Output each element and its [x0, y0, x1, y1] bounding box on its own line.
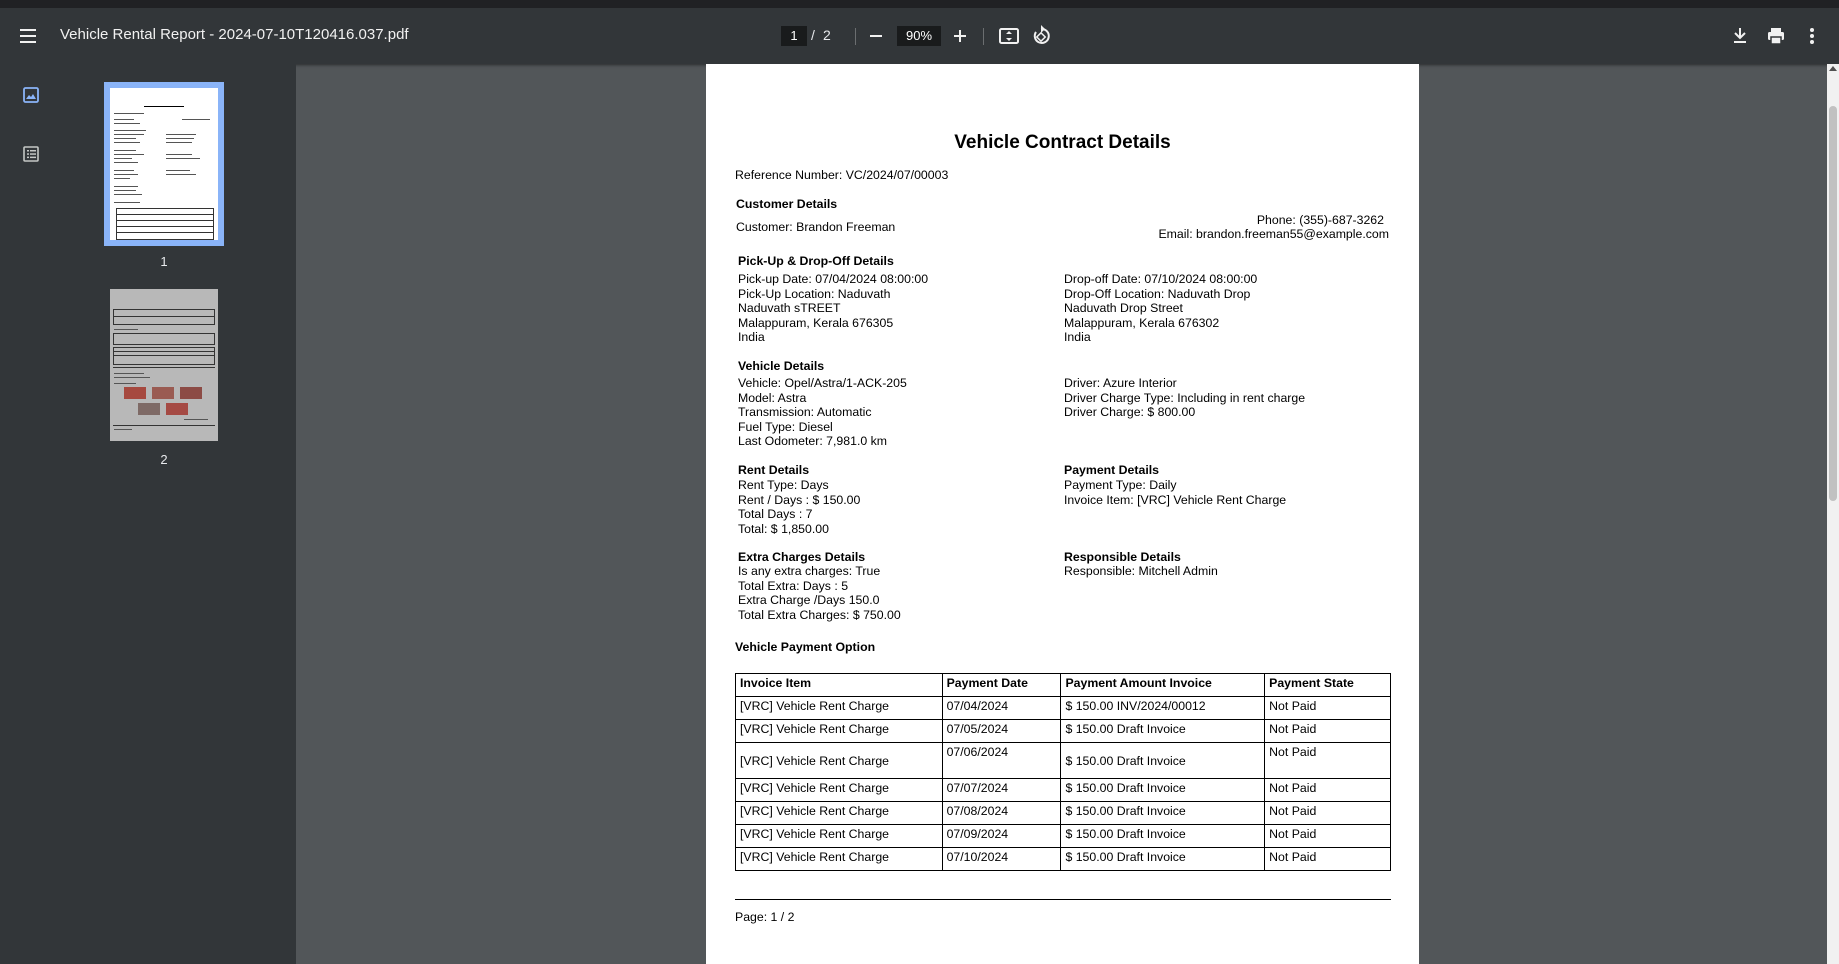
payment-option-heading: Vehicle Payment Option: [735, 640, 876, 654]
table-cell: [VRC] Vehicle Rent Charge: [736, 802, 943, 825]
customer-name: Customer: Brandon Freeman: [736, 220, 896, 234]
thumbnail-sidebar: [0, 64, 296, 964]
rent-line: Rent Type: Days: [738, 478, 829, 492]
vehicle-line: Last Odometer: 7,981.0 km: [738, 434, 888, 449]
rotate-icon[interactable]: [1027, 22, 1055, 50]
table-header-row: [736, 674, 1391, 697]
dropoff-line: India: [1064, 330, 1091, 345]
vehicle-line: Transmission: Automatic: [738, 405, 872, 420]
rent-line: Total: $ 1,850.00: [738, 521, 829, 536]
table-cell: 07/09/2024: [942, 825, 1061, 848]
vehicle-heading: Vehicle Details: [738, 359, 825, 373]
table-cell: 07/05/2024: [942, 720, 1061, 743]
print-icon[interactable]: [1762, 22, 1790, 50]
customer-heading: Customer Details: [736, 197, 838, 211]
toolbar-divider: [855, 28, 856, 45]
table-cell: $ 150.00 Draft Invoice: [1061, 825, 1265, 848]
driver-line: Driver: Azure Interior: [1064, 376, 1177, 390]
footer-divider: [735, 899, 1391, 900]
table-cell: Not Paid: [1265, 802, 1391, 825]
table-cell: $ 150.00 Draft Invoice: [1061, 848, 1265, 871]
payment-line: Invoice Item: [VRC] Vehicle Rent Charge: [1064, 492, 1287, 507]
menu-icon[interactable]: [18, 25, 40, 47]
pickup-line: Malappuram, Kerala 676305: [738, 315, 894, 330]
more-options-icon[interactable]: [1798, 22, 1826, 50]
table-cell: $ 150.00 INV/2024/00012: [1061, 697, 1265, 720]
table-cell: 07/06/2024: [942, 743, 1061, 779]
zoom-input[interactable]: 90%: [897, 26, 941, 46]
extra-charges-heading: Extra Charges Details: [738, 550, 866, 564]
fit-to-page-icon[interactable]: [995, 22, 1023, 50]
thumbnail-label-2: 2: [160, 452, 168, 467]
table-cell: Not Paid: [1265, 825, 1391, 848]
table-row: [736, 697, 1391, 720]
thumbnail-image: [124, 387, 146, 399]
thumbnail-image: [180, 387, 202, 399]
column-header: Payment Amount Invoice: [1061, 674, 1265, 697]
dropoff-line: Malappuram, Kerala 676302: [1064, 315, 1220, 330]
table-cell: Not Paid: [1265, 720, 1391, 743]
reference-number: Reference Number: VC/2024/07/00003: [735, 168, 949, 182]
table-cell: [VRC] Vehicle Rent Charge: [736, 825, 943, 848]
table-row: [736, 802, 1391, 825]
responsible-heading: Responsible Details: [1064, 550, 1181, 564]
table-row: [736, 779, 1391, 802]
scroll-up-arrow[interactable]: [1829, 66, 1837, 71]
page-thumbnail-1[interactable]: [104, 82, 224, 246]
payment-heading: Payment Details: [1064, 463, 1160, 477]
table-row: [736, 848, 1391, 871]
customer-email: Email: brandon.freeman55@example.com: [1158, 227, 1389, 241]
scrollbar-thumb[interactable]: [1829, 106, 1837, 501]
customer-phone: Phone: (355)-687-3262: [1256, 213, 1384, 227]
driver-line: Driver Charge: $ 800.00: [1064, 405, 1196, 420]
dropoff-line: Naduvath Drop Street: [1064, 301, 1183, 316]
extra-charges-line: Is any extra charges: True: [738, 564, 881, 578]
table-cell: $ 150.00 Draft Invoice: [1061, 779, 1265, 802]
table-cell: $ 150.00 Draft Invoice: [1061, 802, 1265, 825]
thumbnail-image: [166, 403, 188, 415]
extra-charges-line: Total Extra: Days : 5: [738, 578, 849, 593]
pickup-line: Pick-Up Location: Naduvath: [738, 286, 891, 301]
column-header: Payment State: [1265, 674, 1391, 697]
page-thumbnail-2[interactable]: [110, 289, 218, 441]
pdf-toolbar: [0, 0, 1839, 64]
table-row: [736, 743, 1391, 779]
table-cell: 07/08/2024: [942, 802, 1061, 825]
vehicle-line: Vehicle: Opel/Astra/1-ACK-205: [738, 376, 907, 390]
pickup-line: Naduvath sTREET: [738, 301, 841, 316]
table-cell: Not Paid: [1265, 779, 1391, 802]
dropoff-line: Drop-off Date: 07/10/2024 08:00:00: [1064, 272, 1258, 286]
contract-title: Vehicle Contract Details: [954, 132, 1171, 153]
payment-table: [735, 673, 1391, 871]
thumbnail-label-1: 1: [160, 254, 168, 269]
table-cell: 07/04/2024: [942, 697, 1061, 720]
outline-view-icon[interactable]: [20, 143, 42, 165]
pickup-line: Pick-up Date: 07/04/2024 08:00:00: [738, 272, 929, 286]
table-cell: $ 150.00 Draft Invoice: [1061, 743, 1265, 779]
total-pages: 2: [823, 27, 831, 43]
table-cell: Not Paid: [1265, 697, 1391, 720]
vehicle-line: Model: Astra: [738, 390, 807, 405]
page-footer: Page: 1 / 2: [735, 910, 795, 924]
table-cell: [VRC] Vehicle Rent Charge: [736, 779, 943, 802]
table-cell: [VRC] Vehicle Rent Charge: [736, 743, 943, 779]
table-cell: 07/07/2024: [942, 779, 1061, 802]
rent-line: Total Days : 7: [738, 507, 813, 522]
rent-heading: Rent Details: [738, 463, 810, 477]
table-cell: Not Paid: [1265, 743, 1391, 779]
column-header: Invoice Item: [736, 674, 943, 697]
table-cell: 07/10/2024: [942, 848, 1061, 871]
zoom-out-button[interactable]: [862, 22, 890, 50]
vehicle-line: Fuel Type: Diesel: [738, 419, 833, 434]
table-cell: Not Paid: [1265, 848, 1391, 871]
table-cell: $ 150.00 Draft Invoice: [1061, 720, 1265, 743]
table-row: [736, 720, 1391, 743]
current-page-input[interactable]: 1: [781, 26, 807, 46]
document-title: Vehicle Rental Report - 2024-07-10T120416.037.pdf: [60, 26, 409, 43]
dropoff-line: Drop-Off Location: Naduvath Drop: [1064, 286, 1251, 301]
thumbnails-view-icon[interactable]: [20, 84, 42, 106]
table-cell: [VRC] Vehicle Rent Charge: [736, 697, 943, 720]
payment-line: Payment Type: Daily: [1064, 478, 1177, 492]
pickup-heading: Pick-Up & Drop-Off Details: [738, 254, 894, 268]
table-cell: [VRC] Vehicle Rent Charge: [736, 848, 943, 871]
page-separator: /: [811, 27, 815, 43]
thumbnail-image: [152, 387, 174, 399]
column-header: Payment Date: [942, 674, 1061, 697]
extra-charges-line: Extra Charge /Days 150.0: [738, 593, 880, 608]
pdf-page: [706, 64, 1419, 964]
table-cell: [VRC] Vehicle Rent Charge: [736, 720, 943, 743]
responsible-line: Responsible: Mitchell Admin: [1064, 564, 1218, 578]
download-icon[interactable]: [1726, 22, 1754, 50]
extra-charges-line: Total Extra Charges: $ 750.00: [738, 607, 901, 622]
pickup-line: India: [738, 330, 765, 345]
zoom-in-button[interactable]: [946, 22, 974, 50]
thumbnail-image: [138, 403, 160, 415]
driver-line: Driver Charge Type: Including in rent charge: [1064, 390, 1306, 405]
table-row: [736, 825, 1391, 848]
toolbar-divider: [983, 28, 984, 45]
rent-line: Rent / Days : $ 150.00: [738, 492, 861, 507]
